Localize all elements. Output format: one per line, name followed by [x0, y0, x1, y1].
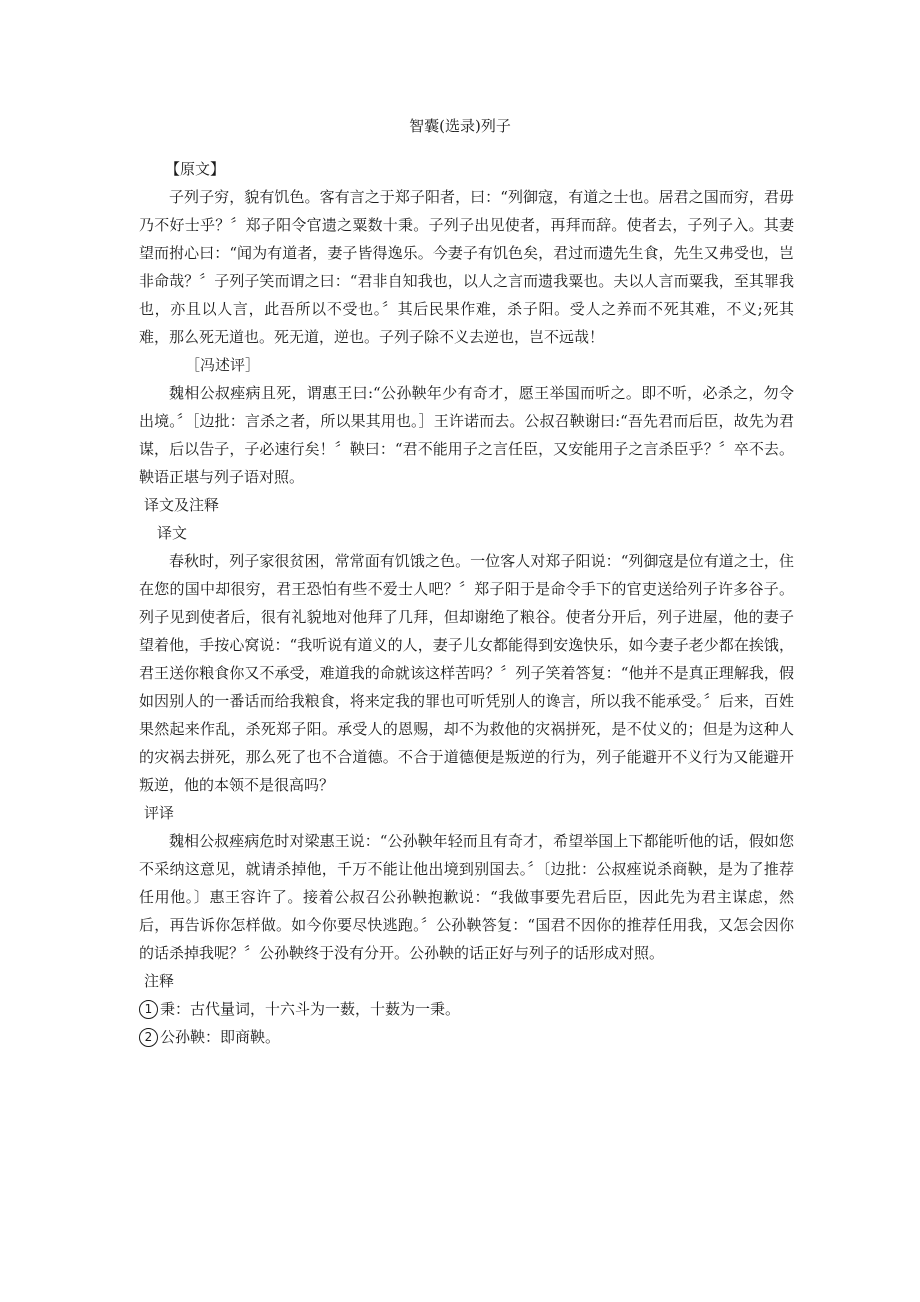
- document-title: 智囊(选录)列子: [409, 117, 511, 135]
- yiwen-heading: 译文: [157, 524, 188, 542]
- note-item: [139, 995, 794, 1023]
- document-body: [139, 155, 794, 1051]
- note-text: 公孙鞅：即商鞅。: [160, 1028, 281, 1046]
- yuanwen-heading: 【原文】: [165, 160, 226, 178]
- pingyi-paragraph: 魏相公叔痤病危时对梁惠王说：“公孙鞅年轻而且有奇才，希望举国上下都能听他的话，假如您不采纳这意见，就请杀掉他，千万不能让他出境到别国去。〞〔边批：公叔痤说杀商鞅，是为了推荐任用他。〕惠王容许了。接着公叔召公孙鞅抱歉说：“我做事要先君后臣，因此先为君主谋虑，然后，再告诉你怎样做。如今你要尽快逃跑。〞公孙鞅答复：“国君不因你的推荐任用我，又怎会因你的话杀掉我呢？〞公孙鞅终于没有分开。公孙鞅的话正好与列子的话形成对照。: [139, 832, 794, 962]
- note-item: [139, 1023, 794, 1051]
- note-number: 1: [139, 1000, 158, 1019]
- pingyi-heading: 评译: [144, 804, 175, 822]
- note-number: 2: [139, 1028, 158, 1047]
- yuanwen-paragraph: 子列子穷，貌有饥色。客有言之于郑子阳者，曰：“列御寇，有道之士也。居君之国而穷，君毋乃不好士乎？〞郑子阳令官遗之粟数十秉。子列子出见使者，再拜而辞。使者去，子列子入。其妻望而拊心曰：“闻为有道者，妻子皆得逸乐。今妻子有饥色矣，君过而遗先生食，先生又弗受也，岂非命哉？〞子列子笑而谓之曰：“君非自知我也，以人之言而遗我粟也。夫以人言而粟我，至其罪我也，亦且以人言，此吾所以不受也。〞其后民果作难，杀子阳。受人之养而不死其难，不义;死其难，那么死无道也。死无道，逆也。子列子除不义去逆也，岂不远哉！: [139, 188, 794, 346]
- note-text: 秉：古代量词，十六斗为一薮，十薮为一秉。: [160, 1000, 461, 1018]
- zhushi-heading: 注释: [144, 972, 175, 990]
- yiwen-zhushi-heading: 译文及注释: [144, 496, 220, 514]
- pingshu-paragraph: 魏相公叔痤病且死，谓惠王曰:“公孙鞅年少有奇才，愿王举国而听之。即不听，必杀之，勿令出境。〞［边批：言杀之者，所以果其用也。］王许诺而去。公叔召鞅谢曰:“吾先君而后臣，故先为君谋，后以告子，子必速行矣！〞鞅曰：“君不能用子之言任臣，又安能用子之言杀臣乎？〞卒不去。鞅语正堪与列子语对照。: [139, 384, 794, 486]
- pingshu-heading: ［冯述评］: [185, 356, 261, 374]
- yiwen-paragraph: 春秋时，列子家很贫困，常常面有饥饿之色。一位客人对郑子阳说：“列御寇是位有道之士，住在您的国中却很穷，君王恐怕有些不爱士人吧？〞郑子阳于是命令手下的官吏送给列子许多谷子。列子见到使者后，很有礼貌地对他拜了几拜，但却谢绝了粮谷。使者分开后，列子进屋，他的妻子望着他，手按心窝说：“我听说有道义的人，妻子儿女都能得到安逸快乐，如今妻子老少都在挨饿，君王送你粮食你又不承受，难道我的命就该这样苦吗？〞列子笑着答复：“他并不是真正理解我，假如因别人的一番话而给我粮食，将来定我的罪也可听凭别人的谗言，所以我不能承受。〞后来，百姓果然起来作乱，杀死郑子阳。承受人的恩赐，却不为救他的灾祸拼死，是不仗义的；但是为这种人的灾祸去拼死，那么死了也不合道德。不合于道德便是叛逆的行为，列子能避开不义行为又能避开叛逆，他的本领不是很高吗？: [139, 552, 794, 794]
